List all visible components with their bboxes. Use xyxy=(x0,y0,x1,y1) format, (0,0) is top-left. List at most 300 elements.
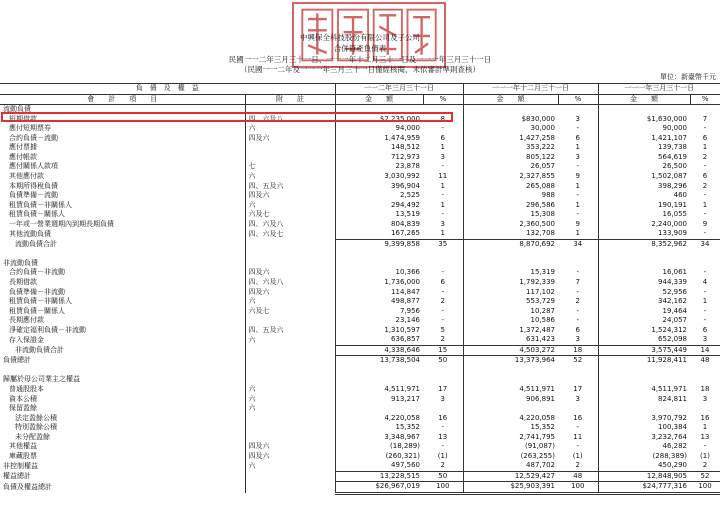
pct-2022-03: 16 xyxy=(700,413,710,422)
amount-2022-03: 12,848,905 xyxy=(598,471,690,482)
amount-2023-03 xyxy=(335,375,423,385)
amount-2022-03: 3,575,449 xyxy=(598,345,690,356)
table-row xyxy=(0,404,720,414)
amount-2022-03: 2,240,000 xyxy=(598,220,690,230)
note-ref xyxy=(245,356,335,366)
pct-2022-12: 18 xyxy=(558,345,598,356)
pct-2022-12: - xyxy=(576,124,580,133)
amount-2022-03: 3,232,764 xyxy=(598,433,690,443)
pct-2023-03: - xyxy=(441,162,445,171)
table-row xyxy=(0,287,720,297)
period-header-3: 一一一年三月三十一日 xyxy=(598,84,720,95)
amount-2022-12: 553,729 xyxy=(463,297,558,307)
note-ref: 四、六及七 xyxy=(245,229,335,239)
amount-2023-03: 7,956 xyxy=(335,307,423,317)
pct-2022-12: 6 xyxy=(575,325,580,334)
pct-2023-03: 2 xyxy=(440,335,445,344)
account-name: 長期借款 xyxy=(9,278,37,286)
amount-2022-12: 10,586 xyxy=(463,316,558,326)
amount-2022-03: 46,282 xyxy=(598,442,690,452)
amount-2023-03: 4,338,646 xyxy=(335,345,423,356)
pct-2023-03: - xyxy=(441,442,445,451)
pct-2022-03: 7 xyxy=(702,114,708,123)
amount-2022-03: 944,339 xyxy=(598,278,690,288)
account-name: 應付關係人款項 xyxy=(9,162,58,171)
amount-2022-03: 3,970,792 xyxy=(598,414,690,424)
pct-2022-12 xyxy=(558,404,598,414)
pct-2023-03 xyxy=(423,249,463,259)
amount-2023-03: 3,030,992 xyxy=(335,172,423,182)
pct-2022-03: - xyxy=(703,162,707,171)
amount-2022-12: 265,088 xyxy=(463,181,558,191)
amount-2022-03: 133,909 xyxy=(598,229,690,239)
amount-2022-12: (263,255) xyxy=(463,452,558,462)
table-row xyxy=(0,345,720,356)
pct-2023-03: - xyxy=(441,423,445,432)
pct-2022-12: 48 xyxy=(558,471,598,482)
pct-2022-12: - xyxy=(576,287,580,296)
table-row xyxy=(0,414,720,424)
table-row xyxy=(0,395,720,405)
pct-2023-03: 1 xyxy=(440,143,445,152)
pct-2022-12: 3 xyxy=(575,335,580,344)
note-ref xyxy=(245,316,335,326)
pct-2022-03 xyxy=(690,375,720,385)
pct-2022-12 xyxy=(558,375,598,385)
note-ref: 六及七 xyxy=(245,210,335,220)
amount-2022-12: 132,708 xyxy=(463,229,558,239)
amount-2023-03 xyxy=(335,404,423,414)
amount-2022-03: 1,502,087 xyxy=(598,172,690,182)
amount-2023-03: 23,878 xyxy=(335,162,423,172)
pct-2023-03: 15 xyxy=(423,345,463,356)
account-name: 應付短期票券 xyxy=(9,124,51,133)
pct-2022-03: 4 xyxy=(702,278,708,286)
pct-2023-03: 3 xyxy=(440,394,445,403)
pct-2022-12: 1 xyxy=(575,229,580,238)
amount-2022-03: 342,162 xyxy=(598,297,690,307)
table-row xyxy=(0,423,720,433)
amount-2022-03: $1,630,000 xyxy=(598,115,690,125)
pct-2022-03: 6 xyxy=(702,133,708,142)
group-header-row xyxy=(0,84,720,95)
note-ref xyxy=(245,239,335,249)
pct-2022-12: 3 xyxy=(575,152,580,161)
pct-2022-03 xyxy=(690,259,720,269)
statement-dates: 民國一一二年三月三十一日、一一一年十二月三十一日及一一一年三月三十一日 xyxy=(228,55,492,64)
amount-2022-12: 8,870,692 xyxy=(463,239,558,249)
amount-2022-12: 15,308 xyxy=(463,210,558,220)
note-ref xyxy=(245,143,335,153)
account-name: 資本公積 xyxy=(9,394,37,403)
amount-2022-12 xyxy=(463,259,558,269)
pct-2022-03: - xyxy=(703,229,707,238)
amount-2023-03 xyxy=(335,366,423,376)
account-name: 庫藏股票 xyxy=(9,451,37,460)
table-row xyxy=(0,335,720,345)
pct-2023-03: 35 xyxy=(423,239,463,249)
pct-2022-12: 17 xyxy=(573,385,583,394)
amount-2022-03 xyxy=(598,105,690,115)
amount-2023-03: 294,492 xyxy=(335,201,423,211)
note-ref: 四及六 xyxy=(245,442,335,452)
pct-2022-03: 34 xyxy=(690,239,720,249)
pct-2022-03: 6 xyxy=(702,171,708,180)
amount-2023-03: 913,217 xyxy=(335,395,423,405)
note-ref xyxy=(245,433,335,443)
pct-2022-03: 14 xyxy=(690,345,720,356)
note-ref: 四、六及八 xyxy=(245,220,335,230)
pct-2022-03: (1) xyxy=(700,451,710,460)
amount-2023-03: 497,560 xyxy=(335,461,423,471)
note-ref xyxy=(245,414,335,424)
pct-2022-03: - xyxy=(703,268,707,277)
note-ref: 四及六 xyxy=(245,268,335,278)
pct-2023-03: 17 xyxy=(438,385,448,394)
note-ref xyxy=(245,249,335,259)
table-row xyxy=(0,471,720,482)
note-ref: 四及六 xyxy=(245,452,335,462)
pct-2022-03: 1 xyxy=(702,143,708,152)
amount-2022-03: 90,000 xyxy=(598,124,690,134)
table-row xyxy=(0,172,720,182)
amount-2023-03: 13,519 xyxy=(335,210,423,220)
amount-2023-03: (18,289) xyxy=(335,442,423,452)
amount-2023-03: 15,352 xyxy=(335,423,423,433)
amount-2022-12: 15,319 xyxy=(463,268,558,278)
note-ref: 六 xyxy=(245,124,335,134)
amount-2023-03 xyxy=(335,105,423,115)
pct-2023-03 xyxy=(423,404,463,414)
amount-2022-12 xyxy=(463,105,558,115)
amount-header-2: 金 額 xyxy=(463,94,558,105)
pct-2022-03: 2 xyxy=(702,152,708,161)
pct-2022-03 xyxy=(690,366,720,376)
amount-2022-12: 117,102 xyxy=(463,287,558,297)
amount-2023-03: 13,738,504 xyxy=(335,356,423,366)
amount-2022-12: 4,511,971 xyxy=(463,385,558,395)
account-name xyxy=(0,249,245,259)
pct-2022-03 xyxy=(690,249,720,259)
pct-2022-03: 9 xyxy=(702,219,708,228)
account-name: 權益總計 xyxy=(3,471,31,480)
amount-2023-03: 94,000 xyxy=(335,124,423,134)
table-row xyxy=(0,307,720,317)
pct-header-1: % xyxy=(423,94,463,105)
pct-2023-03: 6 xyxy=(440,133,445,142)
amount-2022-12: 4,220,058 xyxy=(463,414,558,424)
balance-sheet-table xyxy=(0,83,720,495)
pct-2022-03: 1 xyxy=(702,423,708,432)
table-row xyxy=(0,433,720,443)
table-row xyxy=(0,442,720,452)
note-ref: 六 xyxy=(245,395,335,405)
pct-2022-03: 6 xyxy=(702,325,708,334)
amount-2022-12: 10,287 xyxy=(463,307,558,317)
note-ref: 四、五及六 xyxy=(245,181,335,191)
pct-header-3: % xyxy=(690,94,720,105)
amount-2023-03: 396,904 xyxy=(335,181,423,191)
note-ref xyxy=(245,423,335,433)
note-header: 附 註 xyxy=(245,94,335,105)
note-ref: 四及六 xyxy=(245,287,335,297)
amount-2022-03: 16,055 xyxy=(598,210,690,220)
note-ref: 六 xyxy=(245,385,335,395)
note-ref: 六 xyxy=(245,335,335,345)
account-name: 非流動負債 xyxy=(3,258,38,267)
pct-2023-03 xyxy=(423,259,463,269)
pct-2022-12: - xyxy=(576,210,580,219)
pct-2023-03: - xyxy=(441,268,445,277)
table-row xyxy=(0,191,720,201)
table-row xyxy=(0,124,720,134)
pct-2023-03: - xyxy=(441,316,445,325)
pct-2022-03: - xyxy=(703,442,707,451)
account-name: 特別盈餘公積 xyxy=(15,423,57,432)
pct-2023-03: 5 xyxy=(440,325,445,334)
amount-2023-03: 3,348,967 xyxy=(335,433,423,443)
note-ref: 六及七 xyxy=(245,307,335,317)
pct-2022-12: - xyxy=(576,316,580,325)
pct-2022-12 xyxy=(558,366,598,376)
account-name: 負債準備－非流動 xyxy=(9,287,65,296)
amount-2022-12: 1,792,339 xyxy=(463,278,558,288)
amount-2022-12: (91,087) xyxy=(463,442,558,452)
amount-2022-03: (288,389) xyxy=(598,452,690,462)
pct-2022-12: 1 xyxy=(575,200,580,209)
amount-2022-03: 139,738 xyxy=(598,143,690,153)
amount-2023-03 xyxy=(335,249,423,259)
amount-2022-03: 1,524,312 xyxy=(598,326,690,336)
pct-2022-12: - xyxy=(576,442,580,451)
amount-2022-12: 12,529,427 xyxy=(463,471,558,482)
amount-2022-03: 652,098 xyxy=(598,335,690,345)
pct-2022-12 xyxy=(558,105,598,115)
account-name: 一年或一營業週期內到期長期負債 xyxy=(9,219,114,228)
currency-unit: 單位：新臺幣千元 xyxy=(660,73,716,81)
table-row xyxy=(0,482,720,494)
account-header: 會 計 項 目 xyxy=(0,94,245,105)
amount-2022-12: $25,903,391 xyxy=(463,482,558,494)
amount-2023-03: 4,511,971 xyxy=(335,385,423,395)
statement-title: 合併資產負債表 xyxy=(333,44,387,53)
amount-2023-03: 804,839 xyxy=(335,220,423,230)
amount-2022-12 xyxy=(463,404,558,414)
note-ref: 七 xyxy=(245,162,335,172)
table-row xyxy=(0,115,720,125)
note-ref: 四及六 xyxy=(245,134,335,144)
account-name: 本期所得稅負債 xyxy=(9,181,58,190)
period-header-1: 一一二年三月三十一日 xyxy=(335,84,463,95)
table-row xyxy=(0,181,720,191)
amount-2022-12 xyxy=(463,249,558,259)
pct-2023-03: 13 xyxy=(438,432,448,441)
pct-2022-03: 18 xyxy=(700,385,710,394)
pct-2023-03: 3 xyxy=(440,219,445,228)
table-row xyxy=(0,385,720,395)
amount-2023-03: 1,310,597 xyxy=(335,326,423,336)
note-ref xyxy=(245,471,335,482)
amount-2023-03: 712,973 xyxy=(335,153,423,163)
pct-2023-03 xyxy=(423,105,463,115)
pct-2022-03: 1 xyxy=(702,297,708,306)
account-name: 負債準備－流動 xyxy=(9,191,58,200)
note-ref xyxy=(245,366,335,376)
amount-2022-03: 100,384 xyxy=(598,423,690,433)
table-row xyxy=(0,326,720,336)
amount-2023-03: 114,847 xyxy=(335,287,423,297)
pct-2023-03: 1 xyxy=(440,181,445,190)
pct-2022-03: 3 xyxy=(702,394,708,403)
column-header-row xyxy=(0,94,720,105)
pct-2022-03: - xyxy=(703,191,707,200)
pct-2022-03 xyxy=(690,404,720,414)
account-name: 合約負債－流動 xyxy=(9,133,58,142)
amount-2022-03: 1,421,107 xyxy=(598,134,690,144)
amount-2022-12: 15,352 xyxy=(463,423,558,433)
note-ref xyxy=(245,375,335,385)
pct-2023-03: - xyxy=(441,287,445,296)
amount-2022-03: 19,464 xyxy=(598,307,690,317)
note-ref xyxy=(245,345,335,356)
pct-2023-03: 8 xyxy=(440,114,445,123)
pct-2022-12: - xyxy=(576,268,580,277)
pct-2022-03 xyxy=(690,105,720,115)
amount-2022-12: 906,891 xyxy=(463,395,558,405)
pct-2022-12: 2 xyxy=(575,461,580,470)
pct-2023-03 xyxy=(423,366,463,376)
pct-2022-12: 34 xyxy=(558,239,598,249)
table-row xyxy=(0,239,720,249)
pct-2023-03: 2 xyxy=(440,461,445,470)
account-name xyxy=(0,366,245,376)
amount-2023-03: $26,967,019 xyxy=(335,482,423,494)
amount-2023-03: 10,366 xyxy=(335,268,423,278)
spacer-row xyxy=(0,366,720,376)
table-row xyxy=(0,210,720,220)
pct-2023-03: 50 xyxy=(423,471,463,482)
pct-2022-03: - xyxy=(703,306,707,315)
amount-2022-12: 2,741,795 xyxy=(463,433,558,443)
table-row xyxy=(0,134,720,144)
amount-2023-03: 1,736,000 xyxy=(335,278,423,288)
amount-2022-03: $24,777,316 xyxy=(598,482,690,494)
table-row xyxy=(0,153,720,163)
account-name: 合約負債－非流動 xyxy=(9,268,65,277)
pct-2022-12: - xyxy=(576,306,580,315)
account-name: 非控制權益 xyxy=(3,461,38,470)
amount-2023-03: 1,474,959 xyxy=(335,134,423,144)
amount-2022-03: 11,928,411 xyxy=(598,356,690,366)
pct-2022-12: 100 xyxy=(558,482,598,494)
note-ref xyxy=(245,105,335,115)
amount-2022-03: 16,061 xyxy=(598,268,690,278)
note-ref: 四、六及八 xyxy=(245,115,335,125)
amount-2023-03: 148,512 xyxy=(335,143,423,153)
pct-2022-12: 9 xyxy=(575,219,580,228)
amount-header-3: 金 額 xyxy=(598,94,690,105)
account-name: 存入保證金 xyxy=(9,335,44,344)
pct-2023-03: - xyxy=(441,210,445,219)
amount-2023-03: 23,146 xyxy=(335,316,423,326)
amount-2022-03: 564,619 xyxy=(598,153,690,163)
pct-2022-12: 7 xyxy=(575,278,580,286)
note-ref xyxy=(245,482,335,494)
note-ref: 六 xyxy=(245,461,335,471)
amount-2022-03: 52,956 xyxy=(598,287,690,297)
amount-2022-03: 4,511,971 xyxy=(598,385,690,395)
account-name: 負債總計 xyxy=(3,356,31,365)
table-row xyxy=(0,356,720,366)
pct-header-2: % xyxy=(558,94,598,105)
amount-2022-03: 398,296 xyxy=(598,181,690,191)
table-row xyxy=(0,461,720,471)
account-name: 其他權益 xyxy=(9,442,37,451)
pct-2022-03: 2 xyxy=(702,181,708,190)
pct-2023-03: 50 xyxy=(423,356,463,366)
pct-2022-12: 3 xyxy=(575,114,580,123)
amount-2022-12: $830,000 xyxy=(463,115,558,125)
amount-2022-03: 190,191 xyxy=(598,201,690,211)
account-name: 短期借款 xyxy=(9,114,37,123)
amount-2022-12: 353,222 xyxy=(463,143,558,153)
section-row xyxy=(0,105,720,115)
pct-2023-03: 16 xyxy=(438,413,448,422)
table-row xyxy=(0,452,720,462)
table-row xyxy=(0,220,720,230)
amount-2023-03: 4,220,058 xyxy=(335,414,423,424)
account-name: 租賃負債－非關係人 xyxy=(9,200,72,209)
pct-2022-12: (1) xyxy=(572,451,583,460)
amount-2022-12: 2,327,855 xyxy=(463,172,558,182)
table-row xyxy=(0,201,720,211)
amount-2022-03 xyxy=(598,404,690,414)
pct-2023-03: (1) xyxy=(437,451,448,460)
pct-2022-12: 9 xyxy=(575,171,580,180)
table-row xyxy=(0,278,720,288)
amount-2022-12: 4,503,272 xyxy=(463,345,558,356)
account-name: 流動負債 xyxy=(3,105,31,114)
note-ref: 六 xyxy=(245,404,335,414)
account-name: 長期應付款 xyxy=(9,316,44,325)
pct-2022-12: - xyxy=(576,423,580,432)
note-ref xyxy=(245,259,335,269)
amount-2023-03 xyxy=(335,259,423,269)
pct-2022-03: - xyxy=(703,210,707,219)
amount-2022-12: 2,360,500 xyxy=(463,220,558,230)
amount-2022-03: 8,352,962 xyxy=(598,239,690,249)
note-ref: 四及六 xyxy=(245,191,335,201)
account-name: 租賃負債－非關係人 xyxy=(9,297,72,306)
account-name: 保留盈餘 xyxy=(9,404,37,413)
note-ref: 六 xyxy=(245,201,335,211)
table-row xyxy=(0,143,720,153)
pct-2022-03: 1 xyxy=(702,200,708,209)
amount-2022-12 xyxy=(463,375,558,385)
account-name: 歸屬於母公司業主之權益 xyxy=(3,375,80,384)
account-name: 負債及權益總計 xyxy=(3,482,52,491)
pct-2022-03: 52 xyxy=(690,471,720,482)
amount-2023-03: 498,877 xyxy=(335,297,423,307)
amount-2022-12: 1,427,258 xyxy=(463,134,558,144)
account-name: 其他流動負債 xyxy=(9,229,51,238)
amount-2023-03: 9,399,858 xyxy=(335,239,423,249)
note-ref: 六 xyxy=(245,297,335,307)
period-header-2: 一一一年十二月三十一日 xyxy=(463,84,598,95)
pct-2023-03 xyxy=(423,375,463,385)
pct-2023-03: - xyxy=(441,124,445,133)
account-name: 其他應付款 xyxy=(9,171,44,180)
